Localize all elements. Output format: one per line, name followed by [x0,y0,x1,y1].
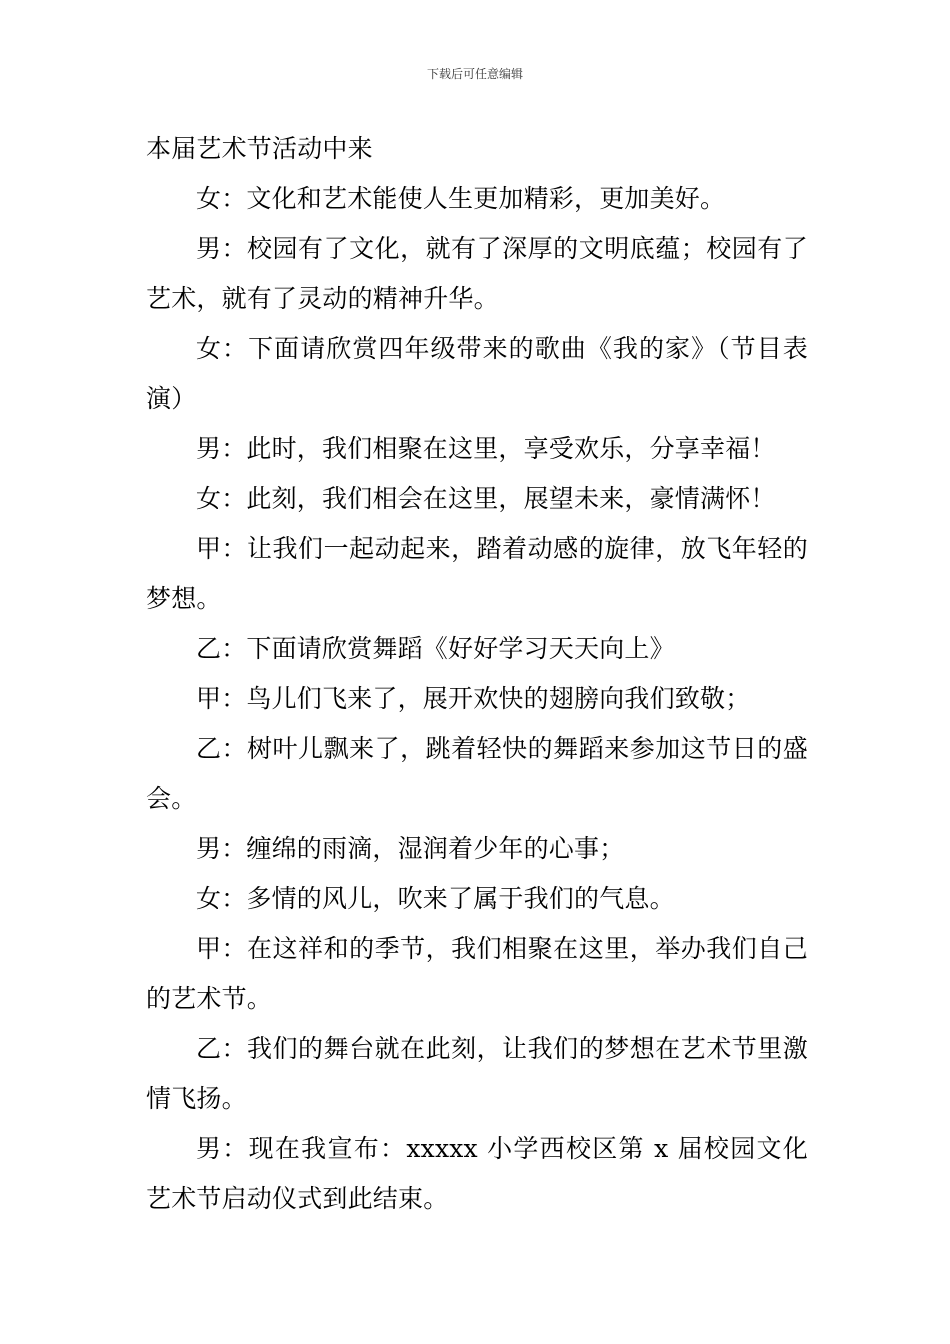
paragraph-6: 女：此刻，我们相会在这里，展望未来，豪情满怀！ [196,484,776,513]
paragraph-3: 男：校园有了文化，就有了深厚的文明底蕴；校园有了艺术，就有了灵动的精神升华。 [146,234,808,313]
paragraph-9: 甲：鸟儿们飞来了，展开欢快的翅膀向我们致敬； [196,684,751,713]
paragraph-7: 甲：让我们一起动起来，踏着动感的旋律，放飞年轻的梦想。 [146,534,808,613]
paragraph-1: 本届艺术节活动中来 [146,134,373,163]
paragraph-10: 乙：树叶儿飘来了，跳着轻快的舞蹈来参加这节日的盛会。 [146,734,808,813]
document-body [146,124,808,1224]
paragraph-13: 甲：在这祥和的季节，我们相聚在这里，举办我们自己的艺术节。 [146,934,808,1013]
paragraph-5: 男：此时，我们相聚在这里，享受欢乐，分享幸福！ [196,434,776,463]
paragraph-15: 男：现在我宣布：xxxxx 小学西校区第 x 届校园文化艺术节启动仪式到此结束。 [146,1134,808,1213]
header-note: 下载后可任意编辑 [426,67,523,81]
paragraph-11: 男：缠绵的雨滴，湿润着少年的心事； [196,834,625,863]
paragraph-4: 女：下面请欣赏四年级带来的歌曲《我的家》（节目表演） [146,334,808,413]
paragraph-12: 女：多情的风儿，吹来了属于我们的气息。 [196,884,675,913]
paragraph-14: 乙：我们的舞台就在此刻，让我们的梦想在艺术节里激情飞扬。 [146,1034,808,1113]
paragraph-2: 女：文化和艺术能使人生更加精彩，更加美好。 [196,184,726,213]
paragraph-8: 乙：下面请欣赏舞蹈《好好学习天天向上》 [196,634,675,663]
